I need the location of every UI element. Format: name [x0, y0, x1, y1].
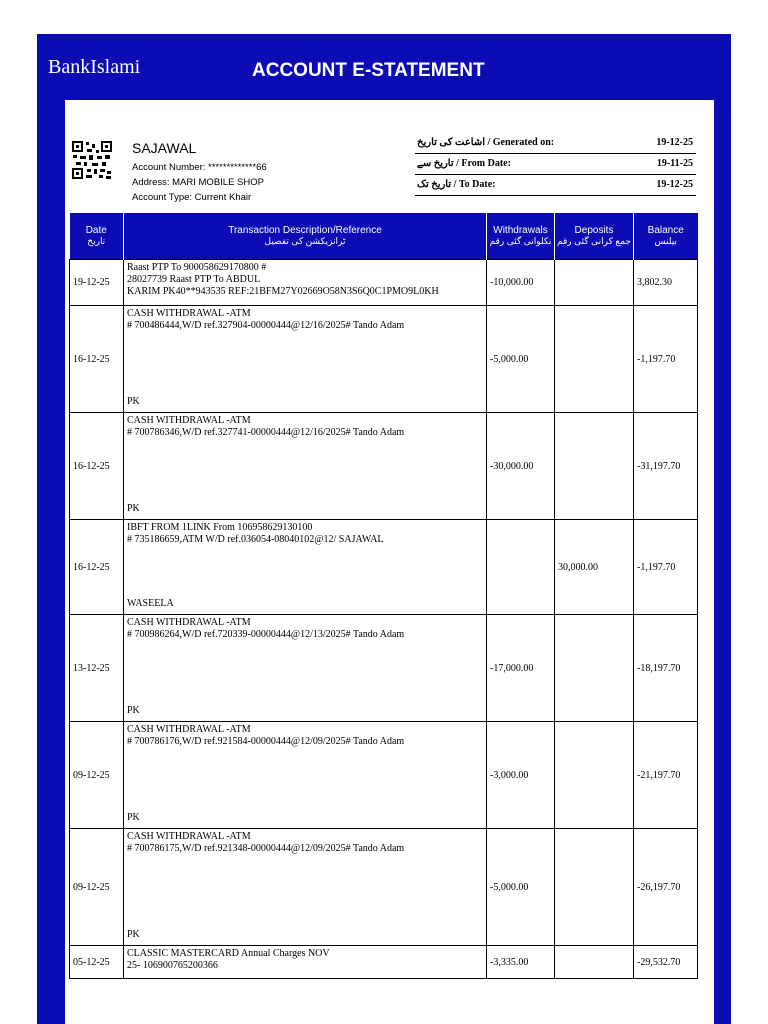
row-deposit: 30,000.00: [555, 520, 634, 615]
description-line: # 735186659,ATM W/D ref.036054-08040102@12/ SAJAWAL: [127, 534, 384, 545]
description-tail: WASEELA: [127, 598, 174, 609]
account-number: Account Number: *************66: [132, 162, 267, 173]
description-line: CASH WITHDRAWAL -ATM: [127, 308, 251, 319]
qr-code-icon: [72, 141, 112, 179]
col-description: Transaction Description/Reference ٹرانزیکشن کی تفصیل: [124, 213, 487, 260]
row-balance: -1,197.70: [634, 306, 698, 413]
row-deposit: [555, 306, 634, 413]
table-row: [70, 260, 698, 306]
description-line: CASH WITHDRAWAL -ATM: [127, 415, 251, 426]
row-date: 16-12-25: [70, 306, 124, 413]
to-date-row: [415, 174, 696, 196]
description-tail: PK: [127, 929, 140, 940]
col-deposits: Deposits جمع کرانی گئی رقم: [555, 213, 634, 260]
description-line: Raast PTP To 900058629170800 #: [127, 262, 267, 273]
description-line: # 700786176,W/D ref.921584-00000444@12/09/2025# Tando Adam: [127, 736, 405, 747]
generated-on-value: 19-12-25: [656, 137, 693, 148]
row-balance: -31,197.70: [634, 413, 698, 520]
description-line: CLASSIC MASTERCARD Annual Charges NOV: [127, 948, 330, 959]
row-description: [124, 306, 487, 413]
description-line: CASH WITHDRAWAL -ATM: [127, 831, 251, 842]
row-withdrawal: -5,000.00: [487, 829, 555, 946]
row-description: [124, 520, 487, 615]
description-line: # 700786346,W/D ref.327741-00000444@12/16/2025# Tando Adam: [127, 427, 405, 438]
col-date: Date تاریخ: [70, 213, 124, 260]
row-balance: 3,802.30: [634, 260, 698, 306]
table-row: [70, 413, 698, 520]
row-withdrawal: -17,000.00: [487, 615, 555, 722]
transactions-body: [70, 260, 698, 979]
description-line: CASH WITHDRAWAL -ATM: [127, 617, 251, 628]
row-date: 09-12-25: [70, 829, 124, 946]
account-address: Address: MARI MOBILE SHOP: [132, 177, 264, 188]
table-row: [70, 615, 698, 722]
table-row: [70, 946, 698, 979]
description-line: # 700786175,W/D ref.921348-00000444@12/09/2025# Tando Adam: [127, 843, 405, 854]
row-date: 16-12-25: [70, 413, 124, 520]
from-date-value: 19-11-25: [656, 158, 693, 169]
generated-on-row: [415, 133, 696, 153]
to-date-label: تاریخ تک / To Date:: [417, 179, 496, 190]
table-header: [70, 213, 698, 260]
row-deposit: [555, 615, 634, 722]
to-date-value: 19-12-25: [656, 179, 693, 190]
row-withdrawal: -3,000.00: [487, 722, 555, 829]
description-tail: PK: [127, 396, 140, 407]
description-line: CASH WITHDRAWAL -ATM: [127, 724, 251, 735]
page-title: ACCOUNT E-STATEMENT: [252, 60, 485, 81]
row-description: [124, 722, 487, 829]
col-balance: Balance بیلنس: [634, 213, 698, 260]
transactions-table: [69, 213, 698, 979]
row-withdrawal: -10,000.00: [487, 260, 555, 306]
table-row: [70, 829, 698, 946]
account-info: [132, 140, 267, 205]
table-row: [70, 722, 698, 829]
description-line: KARIM PK40**943535 REF:21BFM27Y02669O58N3S6Q0C1PMO9L0KH: [127, 286, 439, 297]
row-description: [124, 615, 487, 722]
row-description: [124, 829, 487, 946]
row-date: 16-12-25: [70, 520, 124, 615]
description-line: IBFT FROM 1LINK From 106958629130100: [127, 522, 313, 533]
row-withdrawal: -3,335.00: [487, 946, 555, 979]
description-tail: PK: [127, 705, 140, 716]
row-date: 09-12-25: [70, 722, 124, 829]
table-row: [70, 520, 698, 615]
row-date: 19-12-25: [70, 260, 124, 306]
row-description: [124, 946, 487, 979]
row-balance: -21,197.70: [634, 722, 698, 829]
from-date-label: تاریخ سے / From Date:: [417, 158, 511, 169]
row-deposit: [555, 260, 634, 306]
row-withdrawal: -30,000.00: [487, 413, 555, 520]
account-type: Account Type: Current Khair: [132, 192, 252, 203]
from-date-row: [415, 153, 696, 174]
row-description: [124, 260, 487, 306]
row-balance: -29,532.70: [634, 946, 698, 979]
row-deposit: [555, 722, 634, 829]
row-description: [124, 413, 487, 520]
row-withdrawal: [487, 520, 555, 615]
description-line: 28027739 Raast PTP To ABDUL: [127, 274, 261, 285]
row-balance: -26,197.70: [634, 829, 698, 946]
col-withdrawals: Withdrawals نکلوانی گئی رقم: [487, 213, 555, 260]
row-date: 13-12-25: [70, 615, 124, 722]
row-withdrawal: -5,000.00: [487, 306, 555, 413]
row-date: 05-12-25: [70, 946, 124, 979]
generated-on-label: اشاعت کی تاریخ / Generated on:: [417, 137, 555, 148]
bank-logo: BankIslami: [48, 56, 141, 78]
table-row: [70, 306, 698, 413]
row-deposit: [555, 413, 634, 520]
description-line: # 700986264,W/D ref.720339-00000444@12/13/2025# Tando Adam: [127, 629, 405, 640]
description-tail: PK: [127, 503, 140, 514]
row-deposit: [555, 946, 634, 979]
row-balance: -18,197.70: [634, 615, 698, 722]
row-balance: -1,197.70: [634, 520, 698, 615]
row-deposit: [555, 829, 634, 946]
account-holder-name: SAJAWAL: [132, 140, 197, 156]
description-line: 25- 106900765200366: [127, 960, 218, 971]
statement-meta: [415, 133, 696, 196]
description-tail: PK: [127, 812, 140, 823]
description-line: # 700486444,W/D ref.327904-00000444@12/16/2025# Tando Adam: [127, 320, 405, 331]
